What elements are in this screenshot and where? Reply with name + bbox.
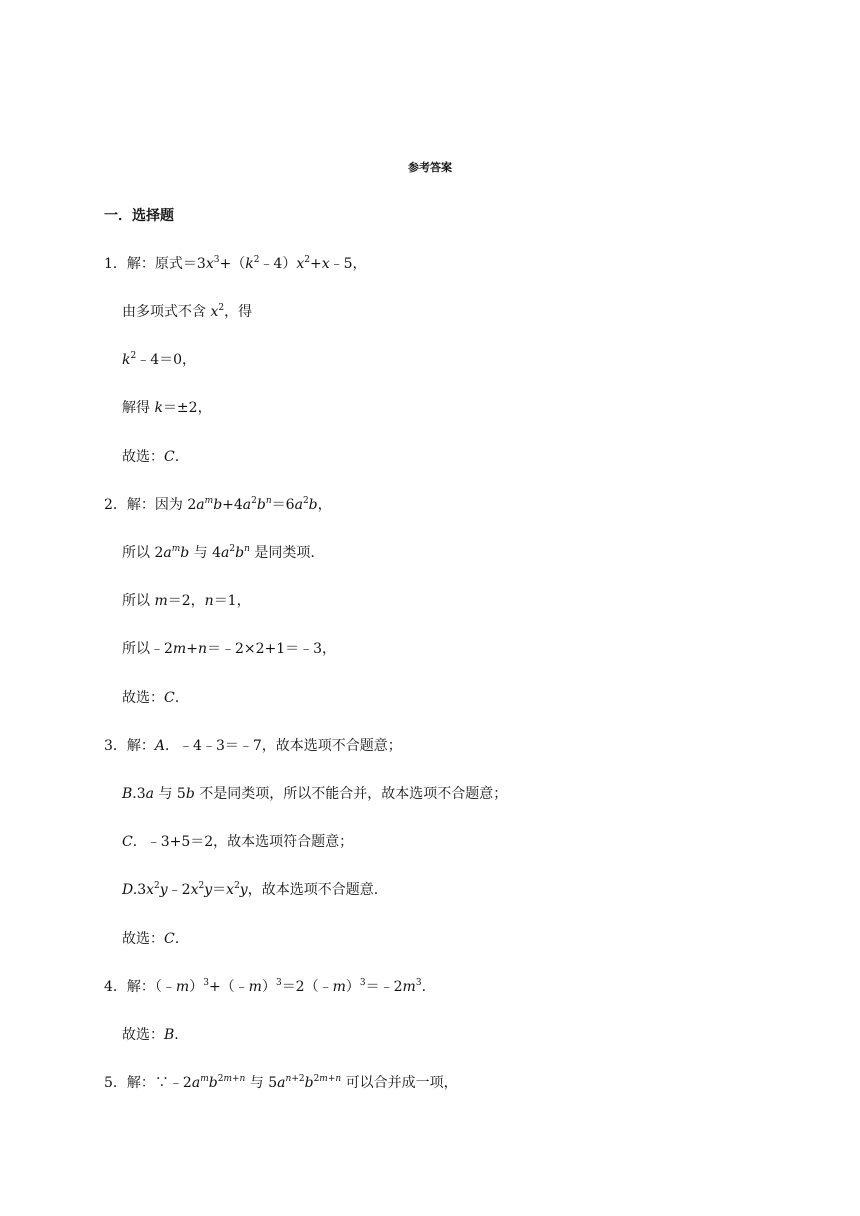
section-heading: 一．选择题 <box>104 208 174 224</box>
page-title: 参考答案 <box>408 161 452 174</box>
answer-1-line-4: 解得 k＝±2， <box>122 400 212 416</box>
answer-3-line-5: 故选：C. <box>122 931 180 947</box>
answer-1-line-1: 1．解：原式$=3x^3+(k^2﹣4)x^2+x﹣5$， <box>104 255 367 272</box>
answer-2-line-5: 故选：C. <box>122 690 180 706</box>
answer-2-line-1: 2．解：因为 $2a^mb+4a^2b^n=6a^2b$， <box>104 496 332 513</box>
answer-1-line-5: 故选：C. <box>122 449 180 465</box>
answer-2-line-4: 所以﹣2m+n＝﹣2×2+1＝﹣3， <box>122 641 337 657</box>
answer-5-line-1: 5．解：$\because﹣2a^mb^{2m+n}$ 与 $5a^{n+2}b^{2m+n}$ 可以合并成一项， <box>104 1074 458 1091</box>
answer-3-line-3: C．﹣3+5＝2，故本选项符合题意； <box>122 834 354 850</box>
answer-1-line-3: $k^2﹣4=0$， <box>122 351 197 368</box>
answer-3-line-4: $D.3x^2y﹣2x^2y=x^2y$，故本选项不合题意. <box>122 881 379 898</box>
answer-2-line-2: 所以 $2a^mb$ 与 $4a^2b^n$ 是同类项. <box>122 544 315 561</box>
answer-1-line-2: 由多项式不含 $x^2$，得 <box>122 303 253 320</box>
answer-4-line-1: 4．解：$(﹣m)^3+(﹣m)^3=2(﹣m)^3=﹣2m^3$. <box>104 978 427 995</box>
answer-2-line-3: 所以 m＝2，n＝1， <box>122 593 251 609</box>
answer-4-line-2: 故选：B. <box>122 1027 179 1043</box>
answer-3-line-2: B.3a 与 5b 不是同类项，所以不能合并，故本选项不合题意； <box>122 786 508 802</box>
answer-3-line-1: 3．解：A．﹣4﹣3＝﹣7，故本选项不合题意； <box>104 738 402 754</box>
